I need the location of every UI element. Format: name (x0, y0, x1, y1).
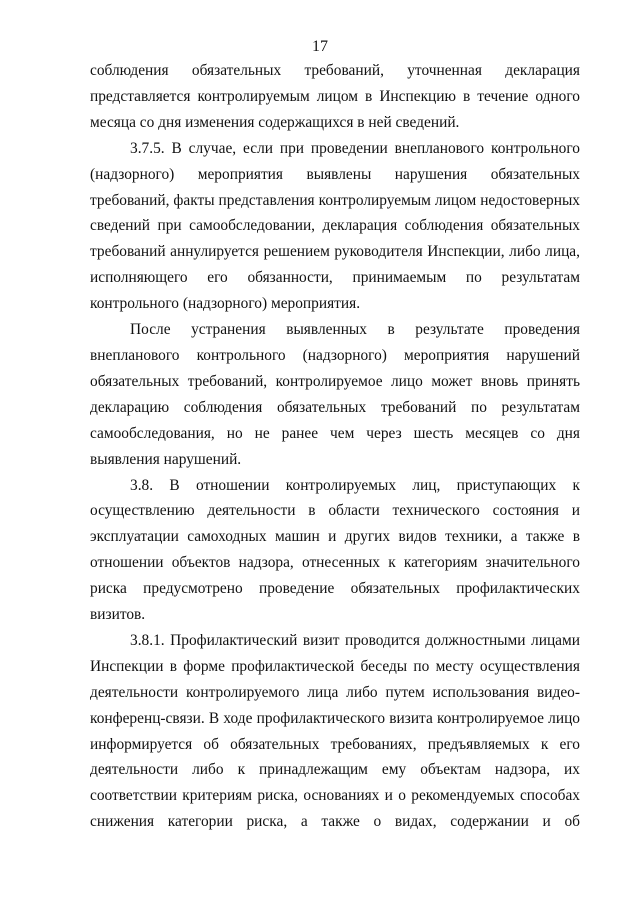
paragraph-3-7-5: 3.7.5. В случае, если при проведении внепланового контрольного (надзорного) мероприятия выявлены нарушения обязательных требований, факты представления контролируемым лицом недостоверных сведений при самообследовании, декларация соблюдения обязательных требований аннулируется решением руководителя Инспекции, либо лица, исполняющего его обязанности, принимаемым по результатам контрольного (надзорного) мероприятия. (90, 139, 580, 313)
page-number: 17 (312, 38, 328, 55)
paragraph-3-8: 3.8. В отношении контролируемых лиц, приступающих к осуществлению деятельности в области технического состояния и эксплуатации самоходных машин и других видов техники, а также в отношении объектов надзора, отнесенных к категориям значительного риска предусмотрено проведение обязательных профилактических визитов. (90, 476, 580, 624)
paragraph-3-8-1: 3.8.1. Профилактический визит проводится должностными лицами Инспекции в форме профилактической беседы по месту осуществления деятельности контролируемого лица либо путем использования видео-конференц-связи. В ходе профилактического визита контролируемое лицо информируется об обязательных требованиях, предъявляемых к его деятельности либо к принадлежащим ему объектам надзора, их соответствии критериям риска, основаниях и о рекомендуемых способах снижения категории риска, а также о видах, содержании и об (90, 631, 580, 831)
paragraph-after-elimination: После устранения выявленных в результате проведения внепланового контрольного (надзорного) мероприятия нарушений обязательных требований, контролируемое лицо может вновь принять декларацию соблюдения обязательных требований по результатам самообследования, но не ранее чем через шесть месяцев со дня выявления нарушений. (90, 321, 580, 468)
document-body (90, 58, 580, 835)
paragraph-continuation: соблюдения обязательных требований, уточненная декларация представляется контролируемым лицом в Инспекцию в течение одного месяца со дня изменения содержащихся в ней сведений. (90, 62, 580, 131)
